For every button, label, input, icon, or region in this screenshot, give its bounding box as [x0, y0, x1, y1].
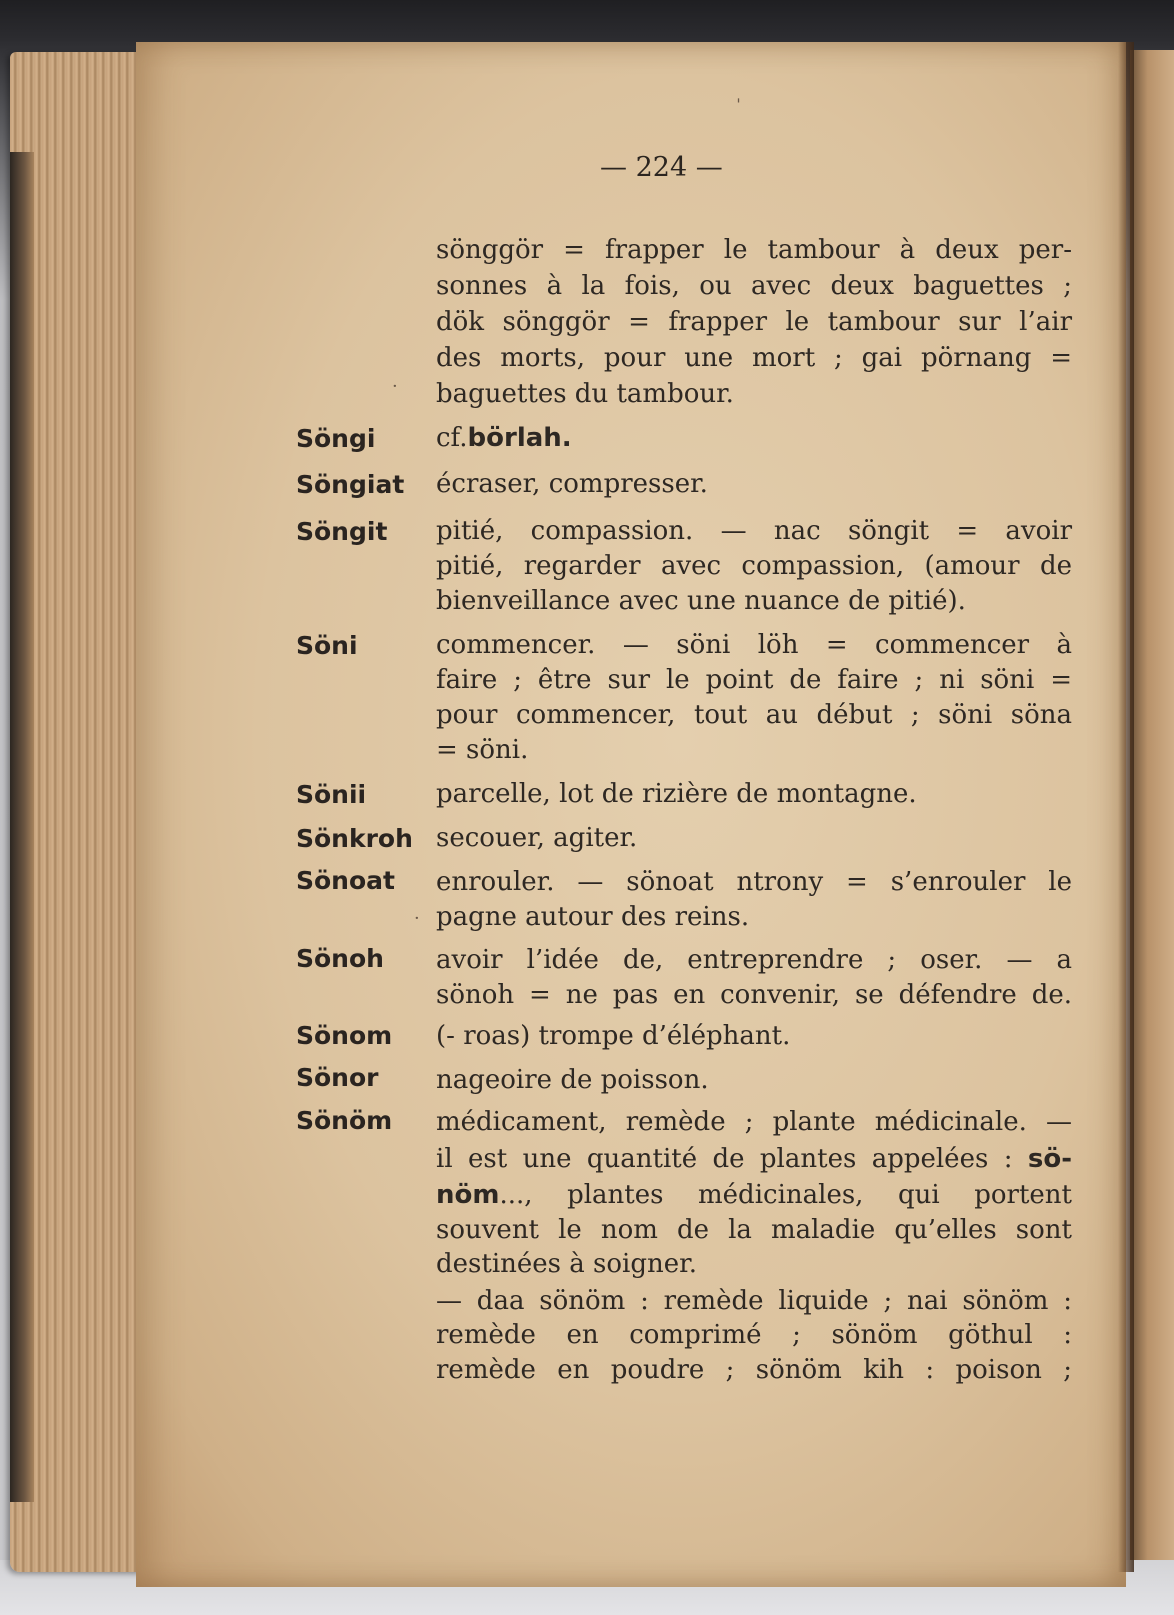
definition-line: parcelle, lot de rizière de montagne.	[436, 779, 917, 809]
definition-line: bienveillance avec une nuance de pitié).	[436, 586, 966, 616]
definition-line: — daa sönöm : remède liquide ; nai sönöm :	[436, 1286, 1072, 1316]
definition-line: sönoh = ne pas en convenir, se défendre de.	[436, 980, 1072, 1010]
intro-line: sönggör = frapper le tambour à deux per-	[436, 235, 1072, 265]
definition-line: destinées à soigner.	[436, 1249, 697, 1279]
intro-line: sonnes à la fois, ou avec deux baguettes ;	[436, 271, 1072, 301]
definition-line: enrouler. — sönoat ntrony = s’enrouler le	[436, 867, 1072, 897]
page-number: — 224 —	[600, 152, 723, 183]
headword: Sönoh	[296, 944, 384, 973]
headword: Söni	[296, 631, 358, 660]
paper-speck: ·	[414, 908, 420, 929]
definition-line: faire ; être sur le point de faire ; ni söni =	[436, 665, 1072, 695]
headword: Sönor	[296, 1063, 379, 1092]
headword: Sönii	[296, 780, 367, 809]
intro-line: baguettes du tambour.	[436, 379, 734, 409]
headword: Söngiat	[296, 470, 405, 499]
intro-line: des morts, pour une mort ; gai pörnang =	[436, 343, 1072, 373]
definition-line: nöm..., plantes médicinales, qui portent	[436, 1180, 1072, 1210]
definition-line: nageoire de poisson.	[436, 1065, 709, 1095]
definition-line: = söni.	[436, 735, 529, 765]
headword: Söngi	[296, 424, 376, 453]
paper-speck: ˈ	[736, 96, 741, 117]
paper-speck: ·	[392, 376, 398, 397]
definition-line: pitié, compassion. — nac söngit = avoir	[436, 516, 1072, 546]
definition-line: souvent le nom de la maladie qu’elles sont	[436, 1215, 1072, 1245]
bold-term: sö-	[1027, 1144, 1072, 1174]
definition-line: remède en comprimé ; sönöm göthul :	[436, 1320, 1072, 1350]
definition-line: secouer, agiter.	[436, 823, 638, 853]
headword: Söngit	[296, 517, 388, 546]
definition-line: médicament, remède ; plante médicinale. —	[436, 1107, 1072, 1137]
definition-line: pagne autour des reins.	[436, 902, 750, 932]
reference-prefix: cf.	[436, 423, 468, 453]
definition-line: remède en poudre ; sönöm kih : poison ;	[436, 1355, 1072, 1385]
definition-line: pitié, regarder avec compassion, (amour de	[436, 551, 1072, 581]
headword: Sönoat	[296, 866, 395, 895]
definition-line: il est une quantité de plantes appelées : sö-	[436, 1144, 1072, 1174]
cross-reference: börlah.	[467, 423, 572, 453]
headword: Sönom	[296, 1021, 393, 1050]
headword: Sönkroh	[296, 824, 413, 853]
bold-term: nöm	[436, 1180, 500, 1210]
definition-line: commencer. — söni löh = commencer à	[436, 630, 1072, 660]
definition-line	[436, 420, 1072, 456]
definition-line: pour commencer, tout au début ; söni söna	[436, 700, 1072, 730]
definition-line: avoir l’idée de, entreprendre ; oser. — a	[436, 945, 1072, 975]
definition-line: (- roas) trompe d’éléphant.	[436, 1021, 791, 1051]
headword: Sönöm	[296, 1106, 393, 1135]
definition-line: écraser, compresser.	[436, 469, 708, 499]
intro-line: dök sönggör = frapper le tambour sur l’air	[436, 307, 1072, 337]
